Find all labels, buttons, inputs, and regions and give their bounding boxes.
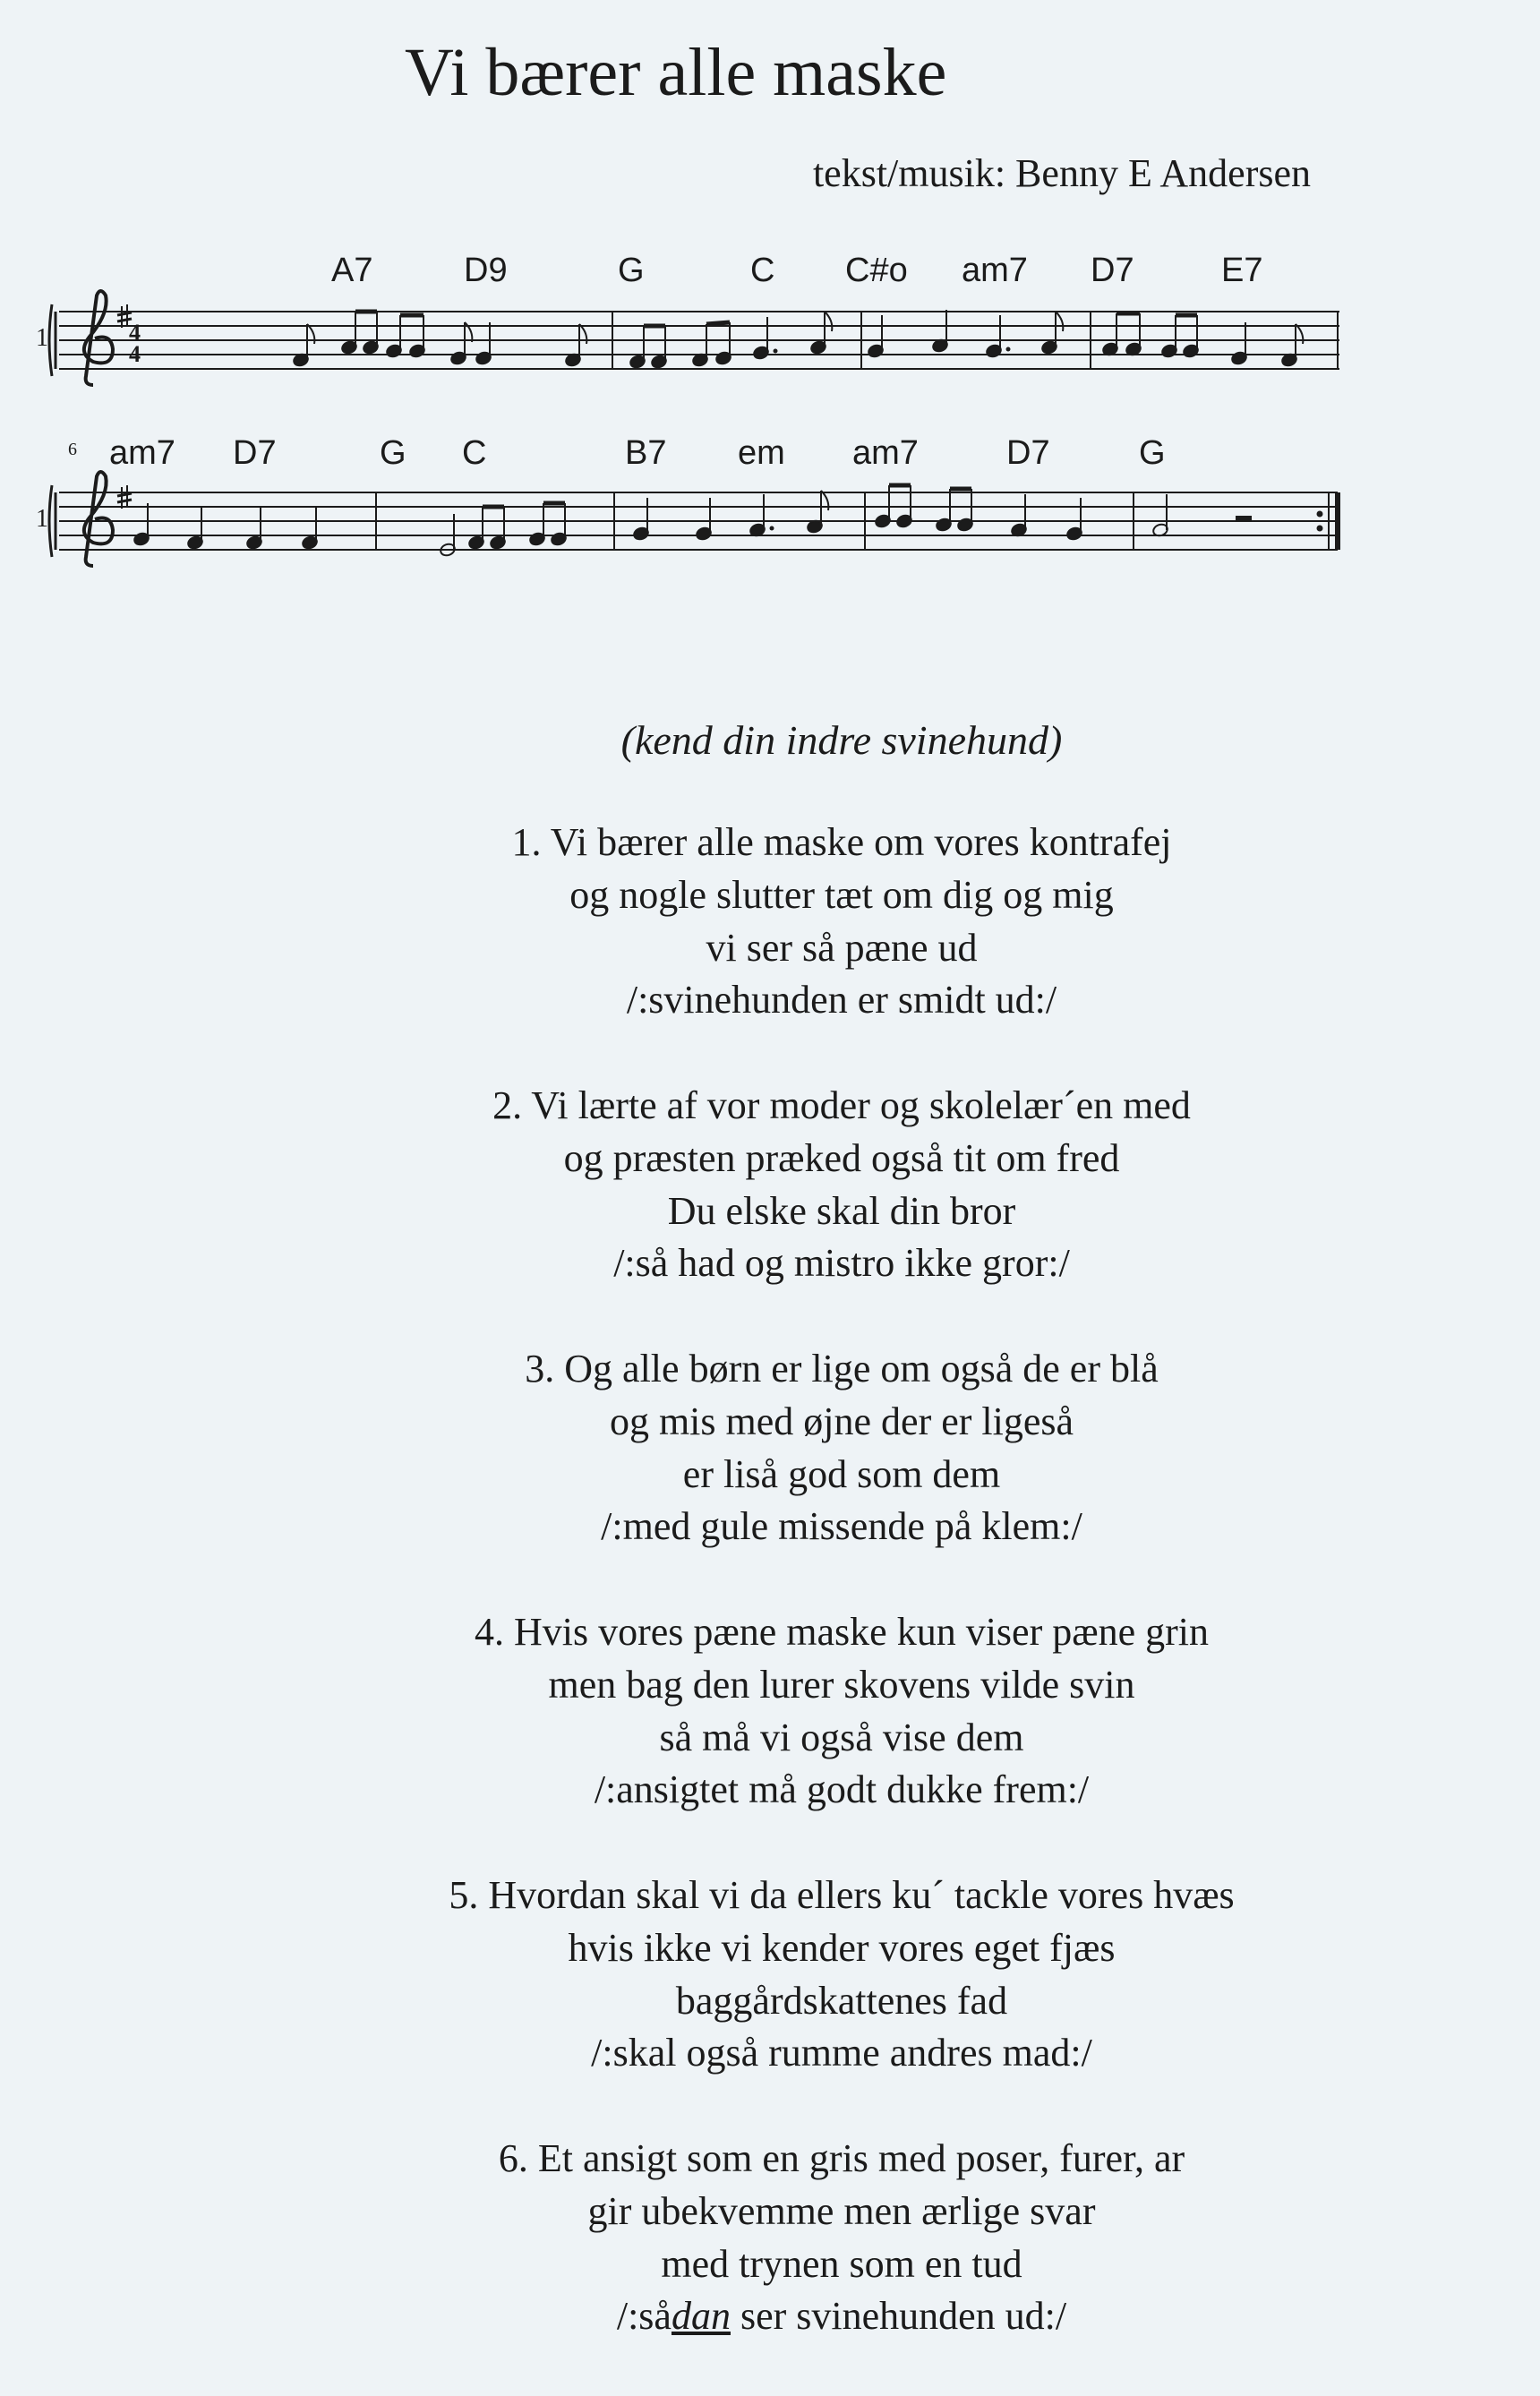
chord-label: E7 bbox=[1221, 252, 1263, 289]
song-title: Vi bærer alle maske bbox=[405, 35, 947, 110]
line-suffix: ser svinehunden ud:/ bbox=[730, 2294, 1067, 2339]
chord-label: D9 bbox=[464, 252, 508, 289]
sharp-icon bbox=[117, 485, 132, 509]
measure-number: 1 bbox=[36, 505, 48, 533]
verse-line: hvis ikke vi kender vores eget fjæs bbox=[568, 1925, 1116, 1970]
chord-label: G bbox=[1139, 434, 1166, 472]
underlined-word: dan bbox=[671, 2294, 731, 2339]
note-flag bbox=[1056, 312, 1063, 331]
chord-label: G bbox=[380, 434, 406, 472]
dot bbox=[1006, 347, 1011, 352]
line-prefix: /:så bbox=[616, 2294, 672, 2339]
verse-line: gir ubekvemme men ærlige svar bbox=[587, 2188, 1096, 2233]
verse-2 bbox=[0, 1080, 1540, 1290]
chord-label: A7 bbox=[331, 252, 373, 289]
verse-line: og mis med øjne der er ligeså bbox=[609, 1399, 1074, 1443]
verse-line: vi ser så pæne ud bbox=[706, 925, 978, 970]
chord-label: am7 bbox=[109, 434, 175, 472]
chord-label: am7 bbox=[962, 252, 1028, 289]
verse-line: og nogle slutter tæt om dig og mig bbox=[569, 872, 1114, 917]
half-rest bbox=[1236, 516, 1252, 521]
verse-line bbox=[0, 2290, 1540, 2343]
chord-label: D7 bbox=[233, 434, 277, 472]
chord-label: D7 bbox=[1006, 434, 1050, 472]
verse-line: /:så had og mistro ikke gror:/ bbox=[613, 1241, 1070, 1286]
verse-line: med trynen som en tud bbox=[661, 2241, 1022, 2286]
verse-line: så må vi også vise dem bbox=[659, 1715, 1024, 1759]
repeat-dot bbox=[1317, 511, 1323, 518]
verse-line: 3. Og alle børn er lige om også de er blå bbox=[525, 1346, 1159, 1391]
verse-line: 2. Vi lærte af vor moder og skolelær´en med bbox=[492, 1082, 1191, 1127]
verse-line: /:skal også rumme andres mad:/ bbox=[591, 2031, 1092, 2075]
verse-line: Du elske skal din bror bbox=[667, 1188, 1016, 1233]
verse-line: men bag den lurer skovens vilde svin bbox=[548, 1662, 1135, 1707]
chord-label: C bbox=[462, 434, 487, 472]
staff-system-2 bbox=[0, 433, 1540, 586]
verse-3 bbox=[0, 1343, 1540, 1553]
verse-line: og præsten præked også tit om fred bbox=[563, 1135, 1120, 1180]
treble-clef-icon bbox=[84, 472, 113, 566]
dot bbox=[774, 349, 778, 354]
verse-6 bbox=[0, 2133, 1540, 2343]
lyrics bbox=[0, 817, 1540, 2396]
repeat-dot bbox=[1317, 526, 1323, 532]
staff-system-2-svg bbox=[0, 433, 1540, 586]
chord-label: C bbox=[750, 252, 775, 289]
song-subtitle: (kend din indre svinehund) bbox=[620, 717, 1063, 763]
verse-line: baggårdskattenes fad bbox=[675, 1978, 1008, 2023]
chord-label: em bbox=[738, 434, 785, 472]
verse-line: er liså god som dem bbox=[682, 1451, 1001, 1496]
note-flag bbox=[825, 312, 832, 331]
system-number: 6 bbox=[68, 440, 77, 459]
verse-line: 4. Hvis vores pæne maske kun viser pæne grin bbox=[475, 1609, 1209, 1654]
verse-line: /:ansigtet må godt dukke frem:/ bbox=[594, 1767, 1090, 1812]
verse-line: /:svinehunden er smidt ud:/ bbox=[626, 978, 1057, 1023]
verse-line: /:med gule missende på klem:/ bbox=[601, 1504, 1082, 1549]
dot bbox=[770, 526, 774, 531]
chord-label: B7 bbox=[625, 434, 667, 472]
treble-clef-icon bbox=[84, 291, 113, 385]
measure-number: 1 bbox=[36, 324, 48, 352]
verse-5 bbox=[0, 1870, 1540, 2080]
staff-system-1-svg bbox=[0, 251, 1540, 403]
beam bbox=[706, 322, 730, 324]
verse-line: 5. Hvordan skal vi da ellers ku´ tackle vores hvæs bbox=[449, 1872, 1235, 1917]
verse-line: 6. Et ansigt som en gris med poser, furer, ar bbox=[498, 2135, 1185, 2180]
verse-1 bbox=[0, 817, 1540, 1027]
verse-line: 1. Vi bærer alle maske om vores kontrafej bbox=[511, 820, 1172, 864]
chord-label: G bbox=[618, 252, 645, 289]
time-signature-top: 4 bbox=[129, 320, 141, 346]
time-signature-bottom: 4 bbox=[129, 341, 141, 367]
chord-label: am7 bbox=[852, 434, 919, 472]
chord-label: C#o bbox=[845, 252, 908, 289]
verse-4 bbox=[0, 1606, 1540, 1817]
staff-system-1 bbox=[0, 251, 1540, 403]
credit-line: tekst/musik: Benny E Andersen bbox=[812, 151, 1311, 195]
chord-label: D7 bbox=[1091, 252, 1134, 289]
